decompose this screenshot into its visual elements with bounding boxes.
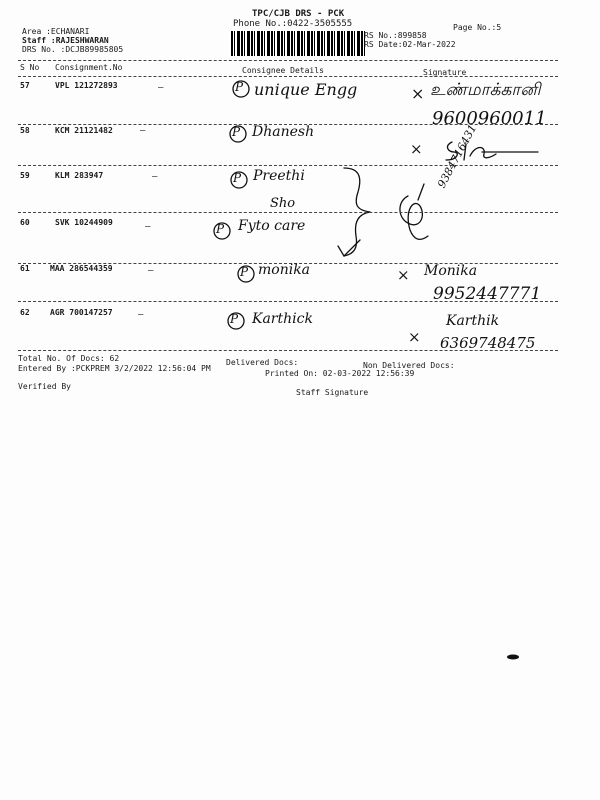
- handwritten-signature: Karthik: [446, 313, 500, 329]
- p-mark: P: [233, 171, 242, 185]
- verified-by: Verified By: [18, 382, 71, 391]
- row-sno: 58: [20, 126, 30, 135]
- entered-by: Entered By :PCKPREM 3/2/2022 12:56:04 PM: [18, 364, 211, 373]
- staff-signature-label: Staff Signature: [296, 388, 369, 397]
- document-title: TPC/CJB DRS - PCK: [252, 9, 345, 19]
- divider: [18, 212, 558, 213]
- consignee-handwritten-name: unique Engg: [254, 80, 358, 99]
- row-dash: —: [145, 222, 151, 232]
- divider: [18, 350, 558, 351]
- cross-mark: ×: [410, 140, 423, 158]
- printed-on: Printed On: 02-03-2022 12:56:39: [265, 369, 415, 378]
- handwritten-phone: 9384716431: [435, 122, 480, 191]
- row-dash: —: [140, 126, 146, 136]
- area-label: Area :ECHANARI: [22, 27, 90, 36]
- handwritten-phone: 6369748475: [440, 334, 536, 352]
- handwritten-signature: Monika: [424, 263, 478, 279]
- consignee-handwritten-name: Karthick: [252, 311, 313, 327]
- row-sno: 57: [20, 81, 30, 90]
- p-mark: P: [240, 265, 249, 279]
- p-mark: P: [230, 312, 239, 326]
- delivered-docs: Delivered Docs:: [226, 358, 299, 367]
- col-consignee: Consignee Details: [242, 66, 324, 75]
- row-consignment: AGR 700147257: [50, 308, 113, 317]
- divider: [18, 301, 558, 302]
- consignee-handwritten-name: Dhanesh: [252, 124, 315, 140]
- phone-number: Phone No.:0422-3505555: [233, 19, 353, 29]
- drs-number: DRS No. :DCJB89985805: [22, 45, 124, 54]
- divider: [18, 165, 558, 166]
- barcode: [231, 31, 366, 56]
- cross-mark: ×: [397, 266, 410, 284]
- cross-mark: ×: [411, 84, 425, 103]
- cross-mark: ×: [408, 328, 421, 346]
- consignee-handwritten-name: monika: [258, 262, 311, 278]
- staff-label: Staff :RAJESHWARAN: [22, 36, 109, 45]
- row-dash: —: [158, 83, 164, 93]
- row-consignment: VPL 121272893: [55, 81, 118, 90]
- col-sno: S No: [20, 63, 40, 72]
- row-consignment: KCM 21121482: [55, 126, 113, 135]
- p-mark: P: [232, 125, 241, 139]
- handwritten-signature: [390, 180, 450, 250]
- row-sno: 62: [20, 308, 30, 317]
- row-sno: 61: [20, 264, 30, 273]
- row-sno: 60: [20, 218, 30, 227]
- rs-number: RS No.:899858: [364, 31, 427, 40]
- consignee-handwritten-name-2: Sho: [270, 196, 296, 211]
- consignee-handwritten-name: Preethi: [253, 168, 305, 184]
- col-consignment: Consignment.No: [55, 63, 123, 72]
- non-delivered-docs: Non Delivered Docs:: [363, 361, 455, 370]
- page-number: Page No.:5: [453, 23, 502, 32]
- col-signature: Signature: [423, 68, 467, 77]
- row-consignment: SVK 10244909: [55, 218, 113, 227]
- row-consignment: MAA 286544359: [50, 264, 113, 273]
- row-sno: 59: [20, 171, 30, 180]
- divider: [18, 76, 558, 77]
- ink-smudge: [506, 653, 520, 661]
- row-dash: —: [148, 266, 154, 276]
- consignee-handwritten-name: Fyto care: [238, 218, 306, 234]
- row-consignment: KLM 283947: [55, 171, 104, 180]
- row-dash: —: [152, 172, 158, 182]
- row-dash: —: [138, 310, 144, 320]
- rs-date: RS Date:02-Mar-2022: [364, 40, 456, 49]
- handwritten-phone: 9600960011: [432, 108, 547, 129]
- handwritten-signature: உண்மாக்கானி: [430, 80, 541, 100]
- divider: [18, 60, 558, 61]
- p-mark: P: [235, 80, 244, 94]
- p-mark: P: [216, 222, 225, 236]
- handwritten-phone: 9952447771: [433, 284, 542, 304]
- total-docs: Total No. Of Docs: 62: [18, 354, 120, 363]
